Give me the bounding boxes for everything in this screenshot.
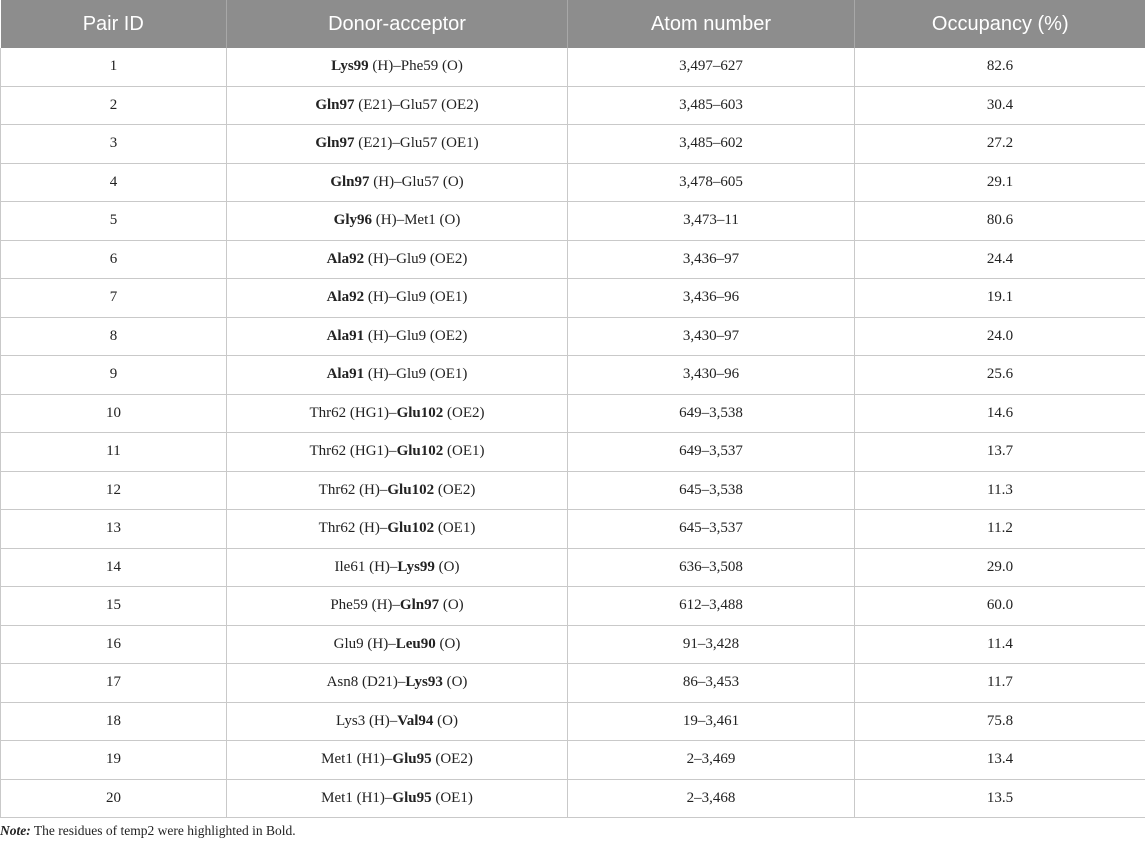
cell-pair-id: 11: [1, 433, 227, 472]
cell-atom-number: 3,485–602: [568, 125, 855, 164]
table-row: [1, 664, 1145, 703]
cell-pair-id: 6: [1, 240, 227, 279]
residue-text: Asn8 (D21)–: [326, 674, 406, 691]
residue-text: (O): [439, 597, 464, 614]
temp2-residue: Ala91: [326, 327, 365, 344]
residue-text: (H)–Glu57 (O): [369, 173, 464, 190]
cell-pair-id: 1: [1, 48, 227, 86]
cell-atom-number: 649–3,537: [568, 433, 855, 472]
temp2-residue: Lys99: [331, 58, 369, 75]
cell-occupancy: 11.2: [855, 510, 1145, 549]
residue-text: (H)–Glu9 (OE1): [364, 289, 468, 306]
cell-atom-number: 3,478–605: [568, 163, 855, 202]
cell-occupancy: 24.0: [855, 317, 1145, 356]
note-label: Note:: [0, 823, 31, 838]
temp2-residue: Glu102: [396, 404, 444, 421]
cell-donor-acceptor: [227, 125, 568, 164]
table-note: [0, 823, 1145, 839]
residue-text: (OE1): [431, 789, 473, 806]
cell-atom-number: 3,436–97: [568, 240, 855, 279]
residue-text: (OE1): [434, 520, 476, 537]
temp2-residue: Val94: [397, 712, 434, 729]
cell-atom-number: 3,430–96: [568, 356, 855, 395]
cell-occupancy: 27.2: [855, 125, 1145, 164]
cell-atom-number: 645–3,538: [568, 471, 855, 510]
cell-pair-id: 10: [1, 394, 227, 433]
cell-occupancy: 80.6: [855, 202, 1145, 241]
residue-text: (O): [442, 674, 468, 691]
cell-atom-number: 649–3,538: [568, 394, 855, 433]
header-row: [1, 0, 1145, 48]
table-row: [1, 125, 1145, 164]
temp2-residue: Glu102: [387, 520, 435, 537]
table-row: [1, 163, 1145, 202]
cell-donor-acceptor: [227, 163, 568, 202]
residue-text: Thr62 (HG1)–: [309, 443, 397, 460]
residue-text: (H)–Glu9 (OE2): [364, 250, 468, 267]
residue-text: Glu9 (H)–: [333, 635, 396, 652]
temp2-residue: Lys99: [397, 558, 435, 575]
residue-text: Ile61 (H)–: [334, 558, 398, 575]
header-pair-id: Pair ID: [1, 0, 227, 48]
residue-text: (OE2): [443, 404, 485, 421]
temp2-residue: Lys93: [405, 674, 443, 691]
temp2-residue: Ala91: [326, 366, 365, 383]
cell-donor-acceptor: [227, 587, 568, 626]
cell-pair-id: 16: [1, 625, 227, 664]
table-body: [1, 48, 1145, 818]
residue-text: Met1 (H1)–: [321, 751, 393, 768]
header-donor-acceptor: Donor-acceptor: [227, 0, 568, 48]
cell-occupancy: 13.4: [855, 741, 1145, 780]
residue-text: (OE2): [434, 481, 476, 498]
cell-pair-id: 12: [1, 471, 227, 510]
cell-occupancy: 11.4: [855, 625, 1145, 664]
residue-text: (H)–Glu9 (OE1): [364, 366, 468, 383]
cell-atom-number: 612–3,488: [568, 587, 855, 626]
cell-donor-acceptor: [227, 741, 568, 780]
cell-pair-id: 18: [1, 702, 227, 741]
residue-text: Lys3 (H)–: [336, 712, 398, 729]
cell-donor-acceptor: [227, 279, 568, 318]
cell-occupancy: 29.1: [855, 163, 1145, 202]
table-row: [1, 471, 1145, 510]
cell-donor-acceptor: [227, 356, 568, 395]
cell-occupancy: 75.8: [855, 702, 1145, 741]
table-row: [1, 202, 1145, 241]
cell-donor-acceptor: [227, 394, 568, 433]
cell-occupancy: 82.6: [855, 48, 1145, 86]
table-row: [1, 279, 1145, 318]
temp2-residue: Ala92: [326, 250, 365, 267]
cell-donor-acceptor: [227, 702, 568, 741]
cell-atom-number: 91–3,428: [568, 625, 855, 664]
table-row: [1, 433, 1145, 472]
table-row: [1, 548, 1145, 587]
temp2-residue: Glu102: [396, 443, 444, 460]
residue-text: (OE2): [431, 751, 473, 768]
temp2-residue: Gly96: [333, 212, 373, 229]
table-row: [1, 741, 1145, 780]
cell-pair-id: 8: [1, 317, 227, 356]
cell-occupancy: 29.0: [855, 548, 1145, 587]
cell-donor-acceptor: [227, 317, 568, 356]
cell-atom-number: 2–3,468: [568, 779, 855, 818]
cell-occupancy: 30.4: [855, 86, 1145, 125]
cell-occupancy: 19.1: [855, 279, 1145, 318]
residue-text: Thr62 (H)–: [318, 520, 388, 537]
cell-donor-acceptor: [227, 202, 568, 241]
cell-pair-id: 15: [1, 587, 227, 626]
temp2-residue: Gln97: [315, 96, 355, 113]
cell-atom-number: 3,430–97: [568, 317, 855, 356]
cell-pair-id: 17: [1, 664, 227, 703]
temp2-residue: Gln97: [399, 597, 440, 614]
temp2-residue: Leu90: [395, 635, 436, 652]
cell-atom-number: 2–3,469: [568, 741, 855, 780]
table-row: [1, 317, 1145, 356]
residue-text: (O): [435, 635, 461, 652]
table-row: [1, 240, 1145, 279]
cell-pair-id: 13: [1, 510, 227, 549]
cell-occupancy: 13.7: [855, 433, 1145, 472]
cell-pair-id: 2: [1, 86, 227, 125]
cell-donor-acceptor: [227, 471, 568, 510]
residue-text: (O): [434, 558, 460, 575]
table-row: [1, 702, 1145, 741]
cell-pair-id: 3: [1, 125, 227, 164]
residue-text: (E21)–Glu57 (OE1): [354, 135, 479, 152]
table-row: [1, 779, 1145, 818]
residue-text: (H)–Glu9 (OE2): [364, 327, 468, 344]
cell-occupancy: 13.5: [855, 779, 1145, 818]
temp2-residue: Glu95: [392, 789, 432, 806]
cell-atom-number: 645–3,537: [568, 510, 855, 549]
cell-atom-number: 86–3,453: [568, 664, 855, 703]
cell-pair-id: 7: [1, 279, 227, 318]
cell-atom-number: 3,436–96: [568, 279, 855, 318]
cell-donor-acceptor: [227, 433, 568, 472]
residue-text: (O): [433, 712, 458, 729]
cell-occupancy: 11.3: [855, 471, 1145, 510]
residue-text: (OE1): [443, 443, 485, 460]
temp2-residue: Glu95: [392, 751, 432, 768]
cell-donor-acceptor: [227, 625, 568, 664]
residue-text: (H)–Met1 (O): [372, 212, 461, 229]
residue-text: Thr62 (HG1)–: [309, 404, 397, 421]
header-atom-number: Atom number: [568, 0, 855, 48]
cell-occupancy: 11.7: [855, 664, 1145, 703]
residue-text: (H)–Phe59 (O): [368, 58, 463, 75]
table-row: [1, 510, 1145, 549]
temp2-residue: Gln97: [330, 173, 370, 190]
cell-occupancy: 24.4: [855, 240, 1145, 279]
cell-pair-id: 4: [1, 163, 227, 202]
table-row: [1, 587, 1145, 626]
cell-occupancy: 25.6: [855, 356, 1145, 395]
table-row: [1, 86, 1145, 125]
cell-pair-id: 5: [1, 202, 227, 241]
cell-atom-number: 3,473–11: [568, 202, 855, 241]
cell-atom-number: 636–3,508: [568, 548, 855, 587]
table-row: [1, 356, 1145, 395]
cell-pair-id: 9: [1, 356, 227, 395]
cell-atom-number: 19–3,461: [568, 702, 855, 741]
cell-pair-id: 20: [1, 779, 227, 818]
temp2-residue: Gln97: [315, 135, 355, 152]
cell-donor-acceptor: [227, 240, 568, 279]
table-row: [1, 625, 1145, 664]
cell-occupancy: 60.0: [855, 587, 1145, 626]
cell-donor-acceptor: [227, 548, 568, 587]
temp2-residue: Ala92: [326, 289, 365, 306]
temp2-residue: Glu102: [387, 481, 435, 498]
note-text: The residues of temp2 were highlighted in Bold.: [30, 823, 296, 838]
cell-atom-number: 3,485–603: [568, 86, 855, 125]
cell-donor-acceptor: [227, 510, 568, 549]
residue-text: Met1 (H1)–: [321, 789, 393, 806]
residue-text: Thr62 (H)–: [318, 481, 388, 498]
table-row: [1, 394, 1145, 433]
cell-pair-id: 19: [1, 741, 227, 780]
cell-atom-number: 3,497–627: [568, 48, 855, 86]
residue-text: Phe59 (H)–: [330, 597, 400, 614]
cell-donor-acceptor: [227, 664, 568, 703]
cell-pair-id: 14: [1, 548, 227, 587]
cell-donor-acceptor: [227, 86, 568, 125]
cell-donor-acceptor: [227, 48, 568, 86]
header-occupancy: Occupancy (%): [855, 0, 1145, 48]
residue-text: (E21)–Glu57 (OE2): [354, 96, 479, 113]
table-header: [1, 0, 1145, 48]
cell-donor-acceptor: [227, 779, 568, 818]
table-row: [1, 48, 1145, 86]
cell-occupancy: 14.6: [855, 394, 1145, 433]
